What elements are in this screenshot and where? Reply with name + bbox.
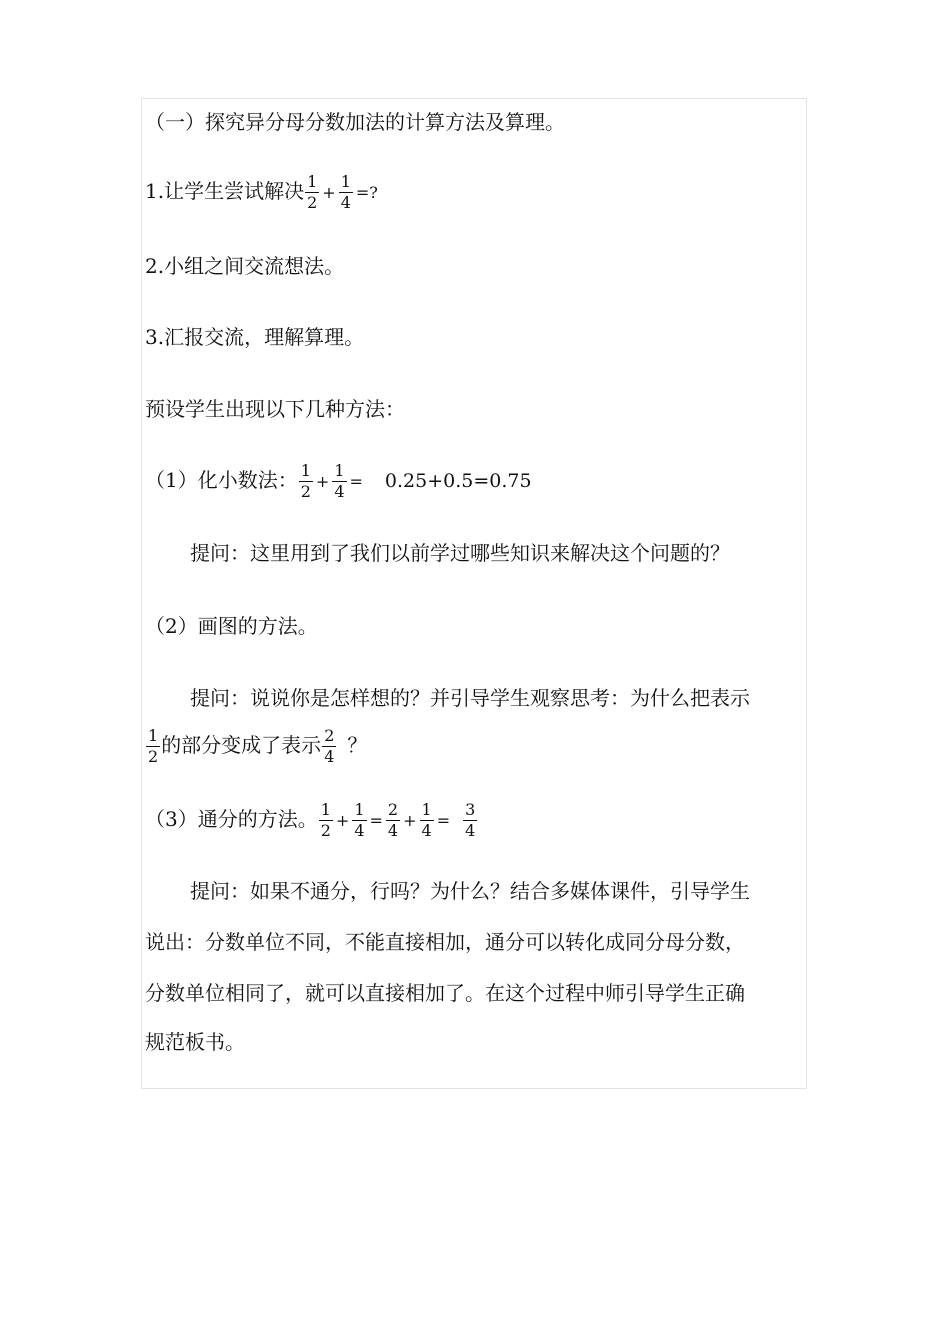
step-2: 2.小组之间交流想法。 [145,254,345,278]
fraction: $\frac{1}{4}$ [340,172,351,212]
fraction: $\frac{1}{2}$ [300,461,311,501]
fraction: $\frac{1}{2}$ [307,172,318,212]
fraction: $\frac{3}{4}$ [465,800,476,840]
method-3: （3）通分的方法。 $\frac{1}{2}$ + $\frac{1}{4}$ = $\frac{2}{4}$ + $\frac{1}{4}$ = $\frac{3}{4}$ [145,800,476,840]
step-1-text: 1.让学生尝试解决 [145,179,305,203]
fraction: $\frac{1}{2}$ [320,800,331,840]
preset-text: 预设学生出现以下几种方法： [145,397,405,421]
decimal-result: 0.25+0.5=0.75 [384,470,532,492]
question-3-line-1: 提问：如果不通分，行吗？为什么？结合多媒体课件，引导学生 [190,879,750,903]
question-3-line-4: 规范板书。 [145,1030,245,1054]
step-1: 1.让学生尝试解决 $\frac{1}{2}$ + $\frac{1}{4}$ =? [145,172,378,212]
fraction: $\frac{1}{4}$ [354,800,365,840]
method-2: （2）画图的方法。 [145,614,318,638]
fraction: $\frac{2}{4}$ [387,800,399,840]
fraction: $\frac{1}{2}$ [148,726,159,766]
fraction: $\frac{2}{4}$ [324,726,335,766]
question-3-line-2: 说出：分数单位不同，不能直接相加，通分可以转化成同分母分数， [145,930,745,954]
step-3: 3.汇报交流，理解算理。 [145,325,365,349]
question-2-line-2: $\frac{1}{2}$ 的部分变成了表示 $\frac{2}{4}$ ？ [148,726,368,766]
method-1: （1）化小数法： $\frac{1}{2}$ + $\frac{1}{4}$ = 0.25+0.5=0.75 [145,461,532,501]
question-2-line-1: 提问：说说你是怎样想的？并引导学生观察思考：为什么把表示 [190,686,750,710]
question-1: 提问：这里用到了我们以前学过哪些知识来解决这个问题的？ [190,541,730,565]
fraction: $\frac{1}{4}$ [421,800,432,840]
question-3-line-3: 分数单位相同了，就可以直接相加了。在这个过程中师引导学生正确 [145,981,745,1005]
section-title: （一）探究异分母分数加法的计算方法及算理。 [145,110,565,134]
fraction: $\frac{1}{4}$ [334,461,345,501]
